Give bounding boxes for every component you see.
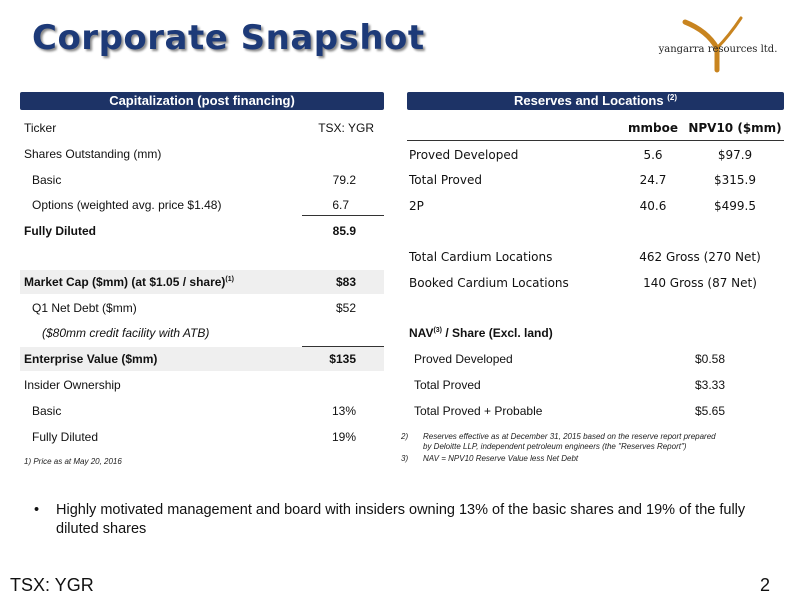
res-npv-2p: $499.5 [714, 199, 756, 213]
cap-value-basic: 79.2 [332, 173, 356, 187]
cap-value-ticker: TSX: YGR [318, 121, 374, 135]
page-title: Corporate Snapshot [32, 18, 425, 58]
footnote-3: NAV = NPV10 Reserve Value less Net Debt [423, 454, 579, 463]
reserves-header-sup: (2) [667, 93, 677, 102]
market-cap-sup: (1) [225, 276, 234, 283]
nav-title [409, 323, 553, 343]
cap-label-credit-facility: ($80mm credit facility with ATB) [42, 326, 210, 340]
loc-value-booked: 140 Gross (87 Net) [643, 276, 757, 290]
footnote-2-line1: Reserves effective as at December 31, 2015 based on the reserve report prepared [423, 432, 716, 441]
footnote-2 [423, 432, 783, 452]
cap-value-net-debt: $52 [335, 301, 356, 315]
res-label-2p: 2P [409, 199, 424, 213]
cap-value-options: 6.7 [332, 198, 349, 212]
cap-label-ticker: Ticker [24, 121, 57, 135]
res-npv-tp: $315.9 [714, 173, 756, 187]
cap-label-basic: Basic [32, 173, 62, 187]
cap-label-enterprise-value: Enterprise Value ($mm) [24, 352, 158, 366]
col-npv10 [688, 118, 782, 138]
bullet-text: Highly motivated management and board with insiders owning 13% of the basic shares and 19% of the fully diluted shares [56, 502, 746, 537]
cap-value-insider-basic: 13% [331, 404, 356, 418]
footnote-1: 1) Price as at May 20, 2016 [24, 457, 122, 466]
nav-title-pre: NAV [409, 326, 434, 340]
cap-value-enterprise-value: $135 [329, 352, 356, 366]
nav-title-post: / Share (Excl. land) [442, 326, 553, 340]
diluted-rule [302, 215, 384, 216]
reserves-header-text: Reserves and Locations [514, 93, 664, 108]
footnote-2-num: 2) [401, 432, 409, 441]
cap-label-net-debt: Q1 Net Debt ($mm) [32, 301, 137, 315]
res-label-pd: Proved Developed [409, 148, 519, 162]
logo-text: yangarra resources ltd. [658, 44, 778, 55]
cap-label-shares-outstanding: Shares Outstanding (mm) [24, 147, 162, 161]
col-mmboe-label: mmboe [628, 121, 678, 135]
nav-value-tpp: $5.65 [694, 404, 725, 418]
nav-label-tpp: Total Proved + Probable [414, 404, 543, 418]
cap-label-insider-basic: Basic [32, 404, 62, 418]
bullet-dot-icon: • [34, 502, 40, 518]
capitalization-header: Capitalization (post financing) [20, 92, 384, 110]
footnote-2-line2: by Deloitte LLP, independent petroleum engineers (the "Reserves Report") [423, 442, 687, 451]
company-logo [655, 14, 781, 78]
footnote-3-num: 3) [401, 454, 409, 463]
page-number: 2 [760, 575, 771, 595]
nav-label-tp: Total Proved [414, 378, 481, 392]
res-label-tp: Total Proved [409, 173, 482, 187]
col-mmboe [618, 118, 688, 138]
loc-label-booked: Booked Cardium Locations [409, 276, 569, 290]
loc-label-total: Total Cardium Locations [409, 250, 553, 264]
nav-value-pd: $0.58 [694, 352, 725, 366]
res-mmboe-2p: 40.6 [639, 199, 667, 213]
reserves-header-rule [407, 140, 784, 141]
res-npv-pd: $97.9 [717, 148, 753, 162]
nav-title-sup: (3) [433, 327, 443, 334]
cap-label-options: Options (weighted avg. price $1.48) [32, 198, 222, 212]
cap-label-fully-diluted: Fully Diluted [24, 224, 96, 238]
footer-ticker: TSX: YGR [10, 575, 94, 595]
cap-label-insider-ownership: Insider Ownership [24, 378, 121, 392]
reserves-header [407, 92, 784, 110]
market-cap-text: Market Cap ($mm) (at $1.05 / share) [24, 275, 226, 289]
cap-label-market-cap [24, 272, 234, 292]
nav-value-tp: $3.33 [694, 378, 725, 392]
ev-rule [302, 346, 384, 347]
cap-value-fully-diluted: 85.9 [332, 224, 356, 238]
res-mmboe-tp: 24.7 [639, 173, 667, 187]
cap-value-insider-diluted: 19% [331, 430, 356, 444]
loc-value-total: 462 Gross (270 Net) [639, 250, 761, 264]
col-npv10-label: NPV10 ($mm) [688, 121, 782, 135]
cap-label-insider-diluted: Fully Diluted [32, 430, 99, 444]
res-mmboe-pd: 5.6 [643, 148, 663, 162]
cap-value-market-cap: $83 [335, 275, 356, 289]
nav-label-pd: Proved Developed [414, 352, 513, 366]
